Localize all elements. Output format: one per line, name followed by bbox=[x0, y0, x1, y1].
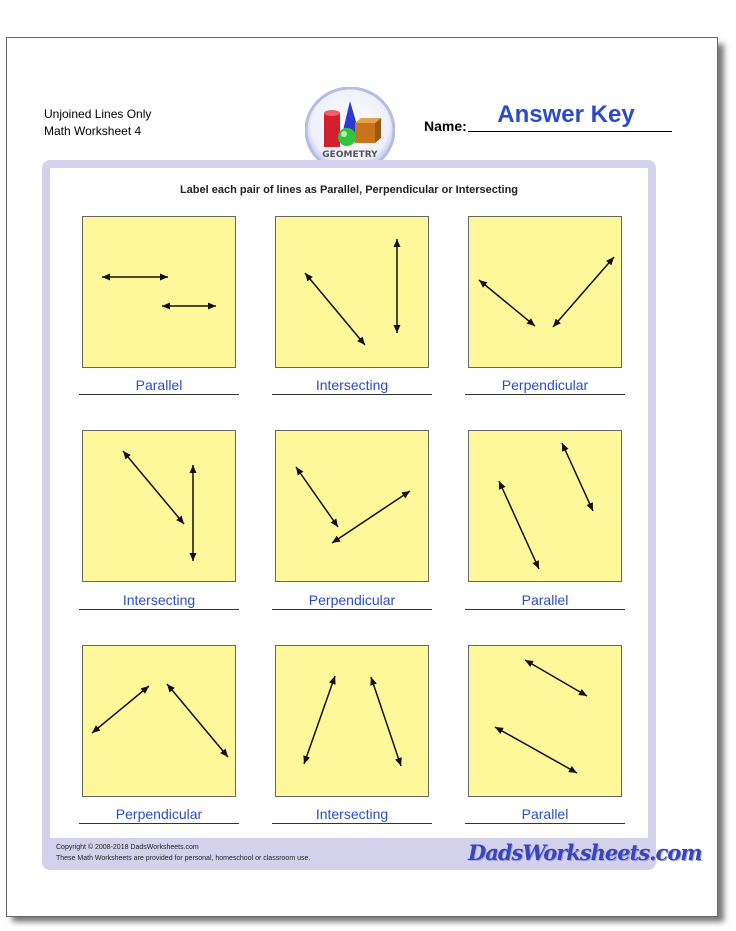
line-pair-8 bbox=[276, 646, 428, 796]
line-segment bbox=[525, 660, 587, 696]
problem-panel-9 bbox=[468, 645, 622, 797]
line-segment bbox=[495, 727, 577, 773]
answer-2: Intersecting bbox=[272, 377, 432, 395]
arrowhead-icon bbox=[395, 757, 402, 766]
line-pair-5 bbox=[276, 431, 428, 581]
arrowhead-icon bbox=[329, 676, 336, 685]
arrowhead-icon bbox=[331, 518, 338, 527]
answer-4: Intersecting bbox=[79, 592, 239, 610]
title-line-1: Unjoined Lines Only bbox=[44, 107, 152, 121]
arrowhead-icon bbox=[162, 303, 170, 310]
title-line-2: Math Worksheet 4 bbox=[44, 124, 142, 138]
line-segment bbox=[296, 467, 338, 527]
arrowhead-icon bbox=[296, 467, 303, 476]
line-segment bbox=[332, 491, 410, 543]
arrowhead-icon bbox=[160, 274, 168, 281]
problem-panel-3 bbox=[468, 216, 622, 368]
name-line bbox=[468, 131, 672, 132]
line-pair-4 bbox=[83, 431, 235, 581]
line-pair-1 bbox=[83, 217, 235, 367]
arrowhead-icon bbox=[190, 465, 197, 473]
arrowhead-icon bbox=[102, 274, 110, 281]
line-segment bbox=[553, 257, 614, 327]
copyright-text: Copyright © 2008-2018 DadsWorksheets.com bbox=[56, 844, 199, 851]
problem-panel-7 bbox=[82, 645, 236, 797]
arrowhead-icon bbox=[401, 491, 410, 498]
line-pair-7 bbox=[83, 646, 235, 796]
line-pair-3 bbox=[469, 217, 621, 367]
arrowhead-icon bbox=[394, 325, 401, 333]
line-segment bbox=[123, 451, 184, 524]
answer-5: Perpendicular bbox=[272, 592, 432, 610]
problem-panel-4 bbox=[82, 430, 236, 582]
instructions: Label each pair of lines as Parallel, Perpendicular or Intersecting bbox=[179, 184, 519, 196]
name-label: Name: bbox=[424, 118, 467, 134]
answer-9: Parallel bbox=[465, 806, 625, 824]
usage-notice: These Math Worksheets are provided for personal, homeschool or classroom use. bbox=[56, 855, 311, 862]
problem-panel-8 bbox=[275, 645, 429, 797]
arrowhead-icon bbox=[370, 677, 377, 686]
line-segment bbox=[562, 443, 593, 511]
arrowhead-icon bbox=[208, 303, 216, 310]
answer-key-title: Answer Key bbox=[497, 101, 635, 128]
line-segment bbox=[479, 280, 535, 326]
logo-text: GEOMETRY bbox=[322, 150, 378, 160]
line-pair-6 bbox=[469, 431, 621, 581]
problem-panel-5 bbox=[275, 430, 429, 582]
line-segment bbox=[499, 481, 539, 569]
dadsworksheets-logo: DadsWorksheets.com bbox=[468, 840, 702, 865]
answer-8: Intersecting bbox=[272, 806, 432, 824]
answer-3: Perpendicular bbox=[465, 377, 625, 395]
problem-panel-2 bbox=[275, 216, 429, 368]
line-segment bbox=[167, 684, 228, 757]
line-segment bbox=[371, 677, 401, 766]
line-segment bbox=[305, 273, 365, 345]
answer-7: Perpendicular bbox=[79, 806, 239, 824]
line-segment bbox=[92, 686, 149, 733]
problem-panel-6 bbox=[468, 430, 622, 582]
line-segment bbox=[304, 676, 335, 764]
arrowhead-icon bbox=[394, 239, 401, 247]
line-pair-2 bbox=[276, 217, 428, 367]
arrowhead-icon bbox=[303, 755, 310, 764]
worksheet-title bbox=[44, 106, 151, 140]
problem-panel-1 bbox=[82, 216, 236, 368]
answer-1: Parallel bbox=[79, 377, 239, 395]
arrowhead-icon bbox=[190, 553, 197, 561]
answer-6: Parallel bbox=[465, 592, 625, 610]
line-pair-9 bbox=[469, 646, 621, 796]
arrowhead-icon bbox=[332, 536, 341, 543]
